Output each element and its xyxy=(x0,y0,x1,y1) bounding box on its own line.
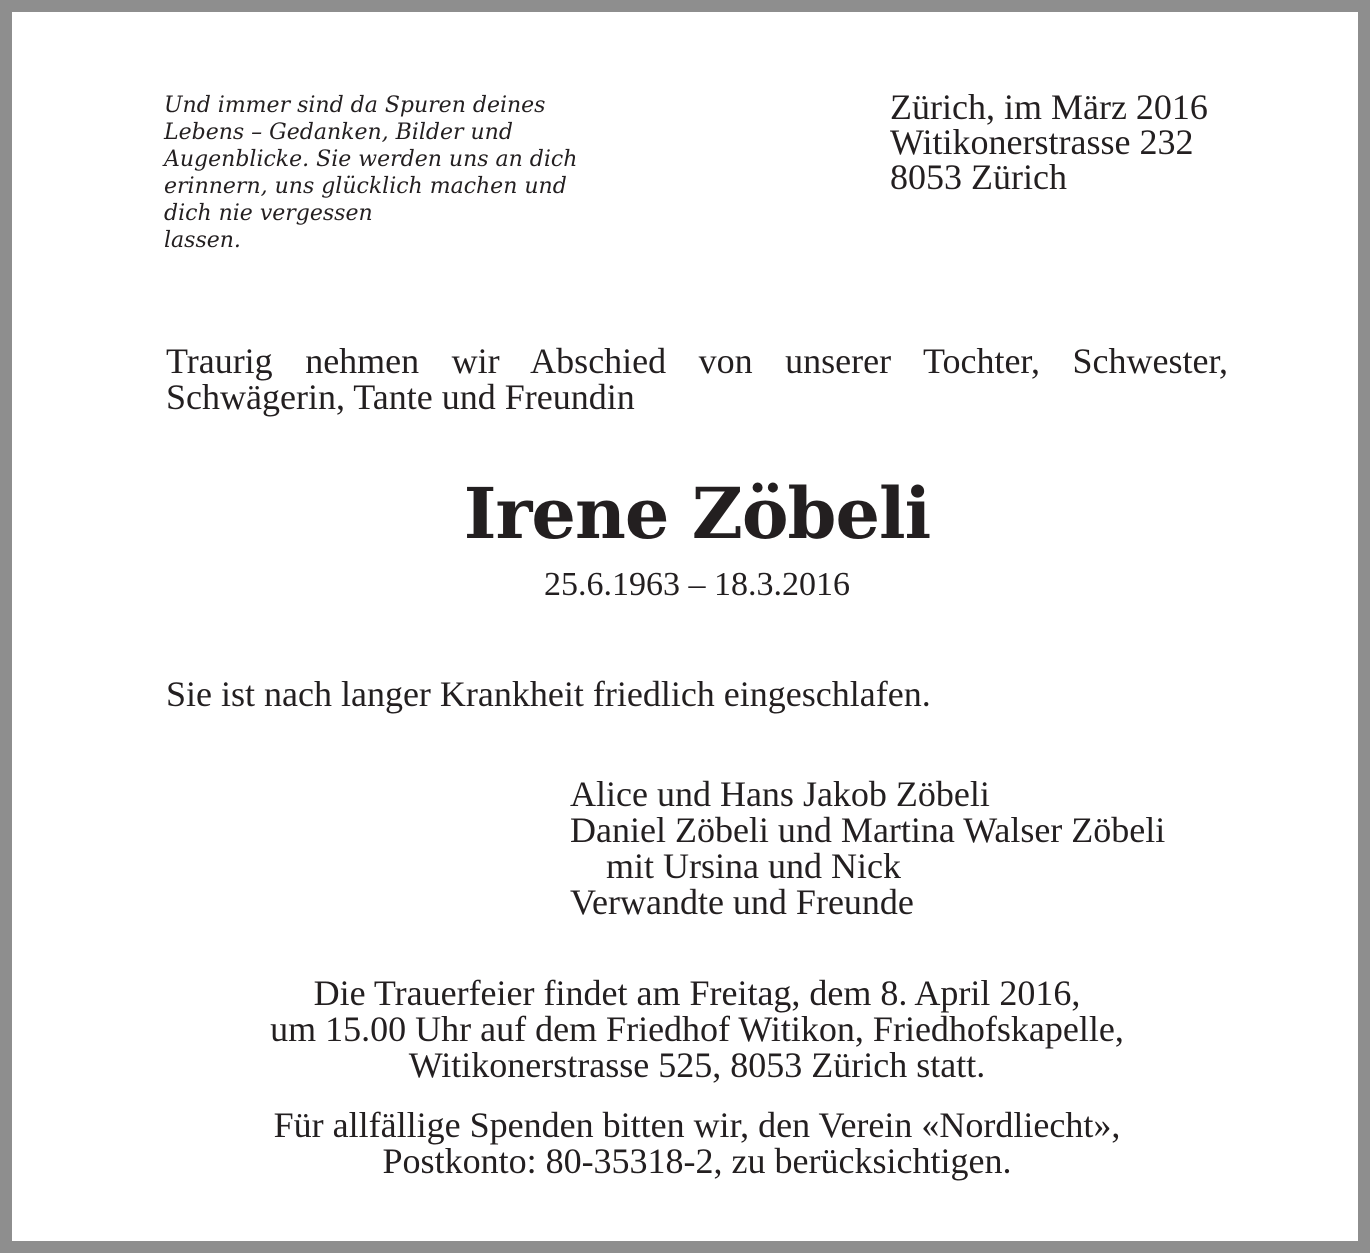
motto-line: Lebens – Gedanken, Bilder und xyxy=(164,120,513,145)
intro-line: Schwägerin, Tante und Freundin xyxy=(166,377,635,417)
mourner-line: Alice und Hans Jakob Zöbeli xyxy=(570,774,990,814)
mourner-line: mit Ursina und Nick xyxy=(606,846,901,886)
mourner-line: Verwandte und Freunde xyxy=(570,882,914,922)
place-date: Zürich, im März 2016 xyxy=(890,87,1208,127)
place-date-address xyxy=(890,87,1208,197)
funeral-service-info xyxy=(12,975,1370,1083)
deceased-name: Irene Zöbeli xyxy=(463,472,931,555)
passing-statement: Sie ist nach langer Krankheit friedlich eingeschlafen. xyxy=(166,674,931,714)
motto-poem xyxy=(164,92,604,254)
postal-city: 8053 Zürich xyxy=(890,157,1067,197)
motto-line: lassen. xyxy=(164,228,241,253)
life-dates: 25.6.1963 – 18.3.2016 xyxy=(544,566,850,603)
motto-line: erinnern, uns glücklich machen und xyxy=(164,174,567,199)
donation-line: Postkonto: 80-35318-2, zu berücksichtigen. xyxy=(382,1141,1012,1181)
farewell-intro xyxy=(166,343,1228,415)
mourner-line: Daniel Zöbeli und Martina Walser Zöbeli xyxy=(570,810,1166,850)
service-line: Witikonerstrasse 525, 8053 Zürich statt. xyxy=(408,1045,986,1085)
motto-line: dich nie vergessen xyxy=(164,201,373,226)
donation-info xyxy=(12,1107,1370,1179)
motto-line: Und immer sind da Spuren deines xyxy=(164,93,546,118)
mourners-list xyxy=(570,776,1165,920)
service-line: um 15.00 Uhr auf dem Friedhof Witikon, Friedhofskapelle, xyxy=(270,1009,1124,1049)
service-line: Die Trauerfeier findet am Freitag, dem 8. April 2016, xyxy=(313,973,1081,1013)
intro-line: Traurig nehmen wir Abschied von unserer Tochter, Schwester, xyxy=(166,341,1228,381)
donation-line: Für allfällige Spenden bitten wir, den Verein «Nordliecht», xyxy=(273,1105,1121,1145)
motto-line: Augenblicke. Sie werden uns an dich xyxy=(164,147,578,172)
street-address: Witikonerstrasse 232 xyxy=(890,122,1194,162)
